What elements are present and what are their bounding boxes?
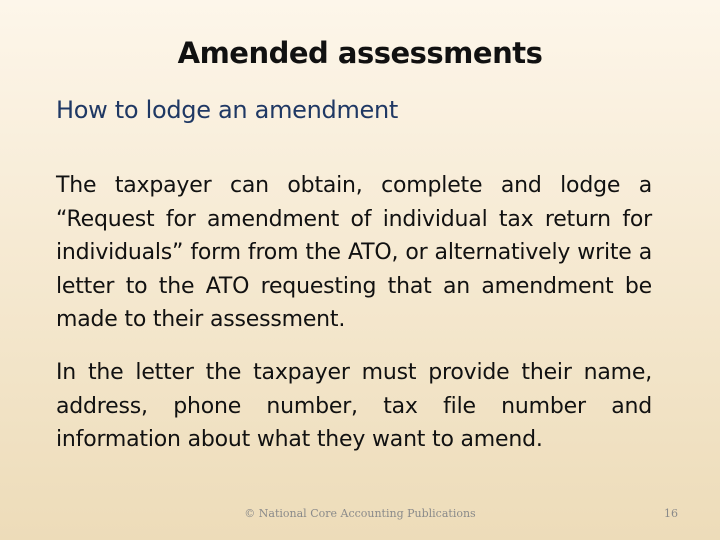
slide-title: Amended assessments [177, 36, 543, 70]
body-paragraph-2: In the letter the taxpayer must provide their name, address, phone number, tax file number and information about what they want to amend. [56, 360, 652, 452]
body-paragraph-1: The taxpayer can obtain, complete and lodge a “Request for amendment of individual tax return for individuals” form from the ATO, or alternatively write a letter to the ATO requesting that an amendment be made to their assessment. [56, 173, 652, 332]
copyright-footer: © National Core Accounting Publications [244, 507, 476, 520]
slide-subtitle: How to lodge an amendment [56, 96, 399, 124]
page-number: 16 [664, 507, 678, 520]
